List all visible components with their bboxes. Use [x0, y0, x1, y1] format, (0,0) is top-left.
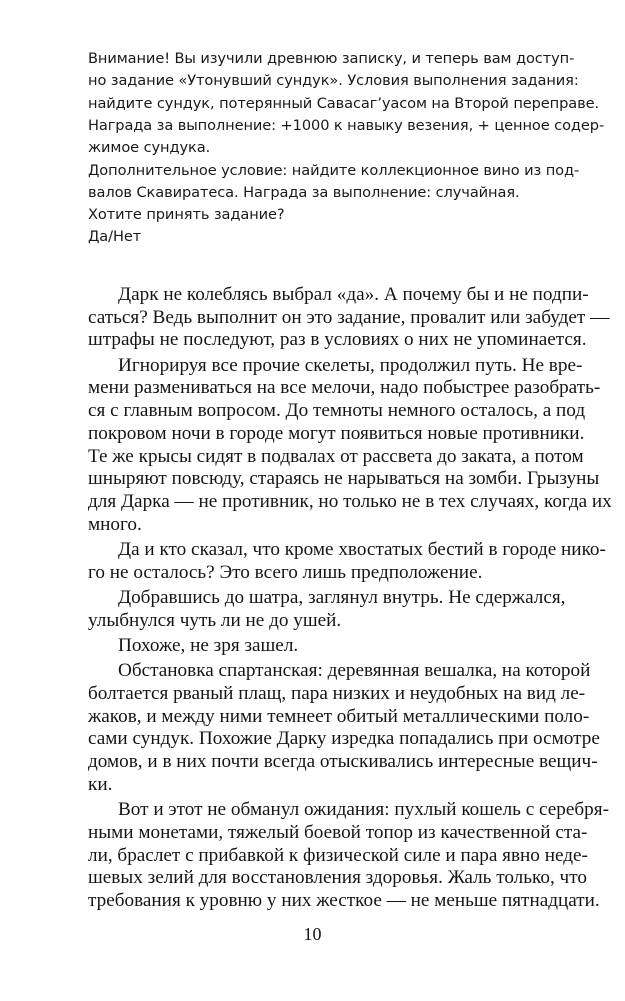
system-line: валов Скавиратеса. Награда за выполнение: случайная.: [88, 183, 520, 201]
body-line: шевых зелий для восстановления здоровья. Жаль только, что: [88, 867, 587, 889]
body-line: саться? Ведь выполнит он это задание, провалит или забудет —: [88, 306, 610, 328]
body-line: ки.: [88, 773, 113, 795]
body-line: покровом ночи в городе могут появиться новые противники.: [88, 422, 585, 444]
system-line: найдите сундук, потерянный Савасаг’уасом на Второй переправе.: [88, 94, 600, 112]
system-question: Хотите принять задание?: [88, 206, 285, 224]
body-line: го не осталось? Это всего лишь предположение.: [88, 561, 483, 583]
body-line: Те же крысы сидят в подвалах от рассвета до заката, а потом: [88, 445, 584, 467]
body-line: Обстановка спартанская: деревянная вешалка, на которой: [118, 660, 591, 682]
body-line: мени размениваться на все мелочи, надо побыстрее разобрать-: [88, 377, 601, 399]
system-line: Дополнительное условие: найдите коллекционное вино из под-: [88, 161, 580, 179]
page-number: 10: [303, 924, 322, 944]
body-line: требования к уровню у них жесткое — не меньше пятнадцати.: [88, 890, 600, 911]
body-line: Да и кто сказал, что кроме хвостатых бестий в городе нико-: [118, 539, 606, 561]
body-line: сами сундук. Похожие Дарку изредка попадались при осмотре: [88, 728, 600, 750]
body-line: ными монетами, тяжелый боевой топор из качественной ста-: [88, 821, 588, 843]
body-line: ли, браслет с прибавкой к физической силе и пара явно неде-: [88, 844, 588, 866]
body-line: Добравшись до шатра, заглянул внутрь. Не сдержался,: [118, 587, 566, 608]
body-line: жаков, и между ними темнеет обитый металлическими поло-: [88, 705, 590, 727]
body-line: домов, и в них почти всегда отыскивались интересные вещич-: [88, 751, 598, 773]
body-line: Игнорируя все прочие скелеты, продолжил путь. Не вре-: [118, 354, 583, 376]
body-line: много.: [88, 513, 142, 535]
body-line: ся с главным вопросом. До темноты немного осталось, а под: [88, 400, 586, 422]
body-line: Дарк не колеблясь выбрал «да». А почему бы и не подпи-: [118, 284, 589, 305]
body-line: болтается рваный плащ, пара низких и неудобных на вид ле-: [88, 682, 586, 704]
body-line: штрафы не последуют, раз в условиях о них не упоминается.: [88, 329, 587, 351]
body-line: для Дарка — не противник, но только не в тех случаях, когда их: [88, 491, 612, 513]
system-line: Внимание! Вы изучили древнюю записку, и теперь вам доступ-: [88, 50, 575, 67]
body-line: Похоже, не зря зашел.: [118, 634, 299, 656]
body-line: Вот и этот не обманул ожидания: пухлый кошель с серебря-: [118, 799, 609, 820]
body-line: шныряют повсюду, стараясь не нарываться на зомби. Грызуны: [88, 468, 600, 490]
body-line: улыбнулся чуть ли не до ушей.: [88, 609, 342, 631]
system-line: жимое сундука.: [88, 139, 211, 157]
system-line: но задание «Утонувший сундук». Условия выполнения задания:: [88, 72, 579, 90]
system-line: Награда за выполнение: +1000 к навыку везения, + ценное содер-: [88, 116, 605, 134]
system-choice: Да/Нет: [88, 228, 142, 246]
